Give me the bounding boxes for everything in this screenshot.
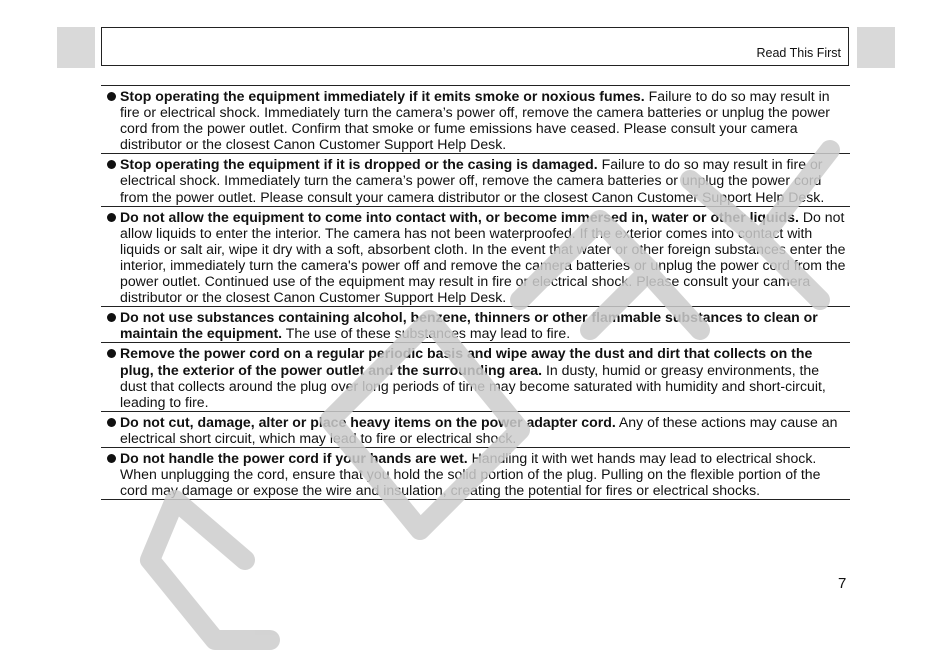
warning-heading: Do not allow the equipment to come into contact with, or become immersed in, water or other liquids.	[120, 208, 799, 225]
warning-text: Do not allow liquids to enter the interior. The camera has not been waterproofed. If the exterior comes into contact with liquids or salt air, wipe it dry with a soft, absorbent cloth. In the event that water or other foreign substances enter the interior, immediately turn the camera's power off and remove the camera batteries or unplug the power cord from the power outlet. Continued use of the equipment may result in fire or electrical shock. Please consult your camera distributor or the closest Canon Customer Support Help Desk.	[120, 208, 846, 306]
warning-list	[101, 85, 850, 500]
header-title: Read This First	[756, 46, 841, 60]
warning-heading: Do not handle the power cord if your hands are wet.	[120, 449, 468, 466]
warning-text: Failure to do so may result in fire or electrical shock. Immediately turn the camera’s power off, remove the camera batteries or unplug the power cord from the power outlet. Confirm that smoke or fume emissions have ceased. Please consult your camera distributor or the closest Canon Customer Support Help Desk.	[120, 88, 830, 153]
warning-item	[101, 153, 850, 205]
warning-heading: Stop operating the equipment immediately if it emits smoke or noxious fumes.	[120, 88, 645, 104]
warning-heading: Do not use substances containing alcohol, benzene, thinners or other flammable substances to clean or maintain the equipment.	[120, 309, 818, 342]
warning-item	[101, 447, 850, 500]
warning-text: Any of these actions may cause an electrical short circuit, which may lead to fire or electrical shock.	[120, 413, 838, 446]
page-number: 7	[838, 575, 847, 592]
bullet-icon	[107, 454, 116, 463]
warning-text: Handling it with wet hands may lead to electrical shock. When unplugging the cord, ensure that you hold the solid portion of the plug. Pulling on the flexible portion of the cord may damage or expose the wire and insulation, creating the potential for fires or electrical shocks.	[120, 449, 821, 499]
bullet-icon	[107, 160, 116, 169]
warning-text: In dusty, humid or greasy environments, the dust that collects around the plug over long periods of time may become saturated with humidity and short-circuit, leading to fire.	[120, 361, 826, 410]
warning-heading: Stop operating the equipment if it is dropped or the casing is damaged.	[120, 156, 598, 173]
right-corner-tab	[857, 27, 895, 68]
bullet-icon	[107, 213, 116, 222]
warning-item	[101, 85, 850, 153]
bullet-icon	[107, 418, 116, 427]
warning-item	[101, 306, 850, 342]
warning-heading: Do not cut, damage, alter or place heavy items on the power adapter cord.	[120, 413, 616, 430]
page-header	[101, 27, 849, 66]
warning-heading: Remove the power cord on a regular periodic basis and wipe away the dust and dirt that collects on the plug, the exterior of the power outlet and the surrounding area.	[120, 345, 813, 378]
warning-item	[101, 342, 850, 410]
bullet-icon	[107, 313, 116, 322]
warning-text: The use of these substances may lead to fire.	[282, 325, 571, 342]
bullet-icon	[107, 92, 116, 101]
warning-item	[101, 411, 850, 447]
warning-text: Failure to do so may result in fire or electrical shock. Immediately turn the camera’s power off, remove the camera batteries or unplug the power cord from the power outlet. Please consult your camera distributor or the closest Canon Customer Support Help Desk.	[120, 156, 825, 205]
bullet-icon	[107, 349, 116, 358]
watermark-letter-c	[150, 500, 270, 640]
left-corner-tab	[57, 27, 95, 68]
warning-item	[101, 206, 850, 307]
